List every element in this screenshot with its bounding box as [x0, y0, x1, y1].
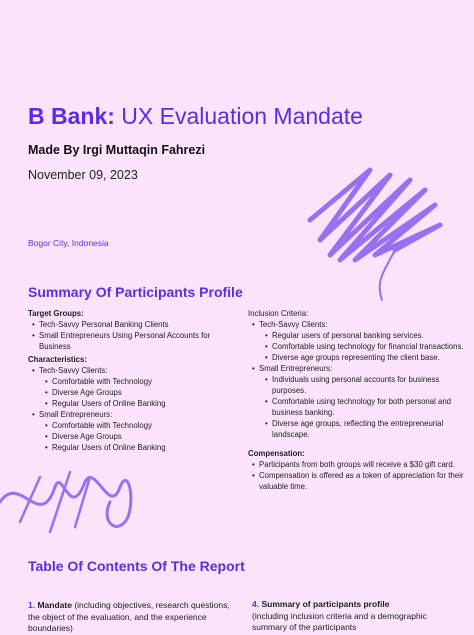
list-item: • Regular Users of Online Banking [52, 398, 238, 409]
toc-item-4: 4. Summary of participants profile (including inclusion criteria and a demographic summary of the participants [252, 599, 427, 632]
list-item: • Diverse age groups representing the client base. [272, 352, 466, 363]
list-item: • Diverse Age Groups [52, 387, 238, 398]
report-date: November 09, 2023 [28, 168, 138, 182]
list-item: • Comfortable using technology for financial transactions. [272, 341, 466, 352]
page-title: B Bank: UX Evaluation Mandate [28, 103, 363, 129]
toc-item-desc: (including inclusion criteria and a demographic summary of the participants [252, 610, 427, 632]
summary-heading: Summary Of Participants Profile [28, 284, 243, 300]
participants-right-column [248, 308, 466, 492]
list-item: • Compensation is offered as a token of appreciation for their valuable time. [259, 470, 466, 492]
list-item: • Participants from both groups will receive a $30 gift card. [259, 459, 466, 470]
list-item: • Regular Users of Online Banking [52, 442, 238, 453]
list-item: • Comfortable using technology for both personal and business banking. [272, 396, 466, 418]
list-item: Small Entrepreneurs: [39, 410, 113, 419]
author-line: Made By Irgi Muttaqin Fahrezi [28, 143, 206, 157]
scribble-decoration-bottom [0, 462, 140, 542]
list-item: • Comfortable with Technology [52, 376, 238, 387]
target-groups-label: Target Groups: [28, 309, 84, 318]
toc-item-1: 1. Mandate (including objectives, research questions, the object of the evaluation, and the experience boundaries) [28, 600, 230, 633]
characteristics-label: Characteristics: [28, 355, 87, 364]
list-item: • Diverse Age Groups [52, 431, 238, 442]
toc-item-title: Mandate [37, 600, 72, 610]
list-item: • Diverse age groups, reflecting the entrepreneurial landscape. [272, 418, 466, 440]
list-item: • Individuals using personal accounts for business purposes. [272, 374, 466, 396]
toc-item-desc: (including objectives, research questions, the object of the evaluation, and the experience boundaries) [28, 600, 230, 633]
scribble-decoration-top [300, 150, 450, 310]
compensation-label: Compensation: [248, 449, 305, 458]
toc-item-title: Summary of participants profile [261, 599, 390, 609]
list-item: Small Entrepreneurs: [259, 364, 333, 373]
list-item: • Tech-Savvy Personal Banking Clients [39, 319, 238, 330]
toc-heading: Table Of Contents Of The Report [28, 558, 245, 574]
list-item: • Comfortable with Technology [52, 420, 238, 431]
inclusion-label: Inclusion Criteria: [248, 309, 309, 318]
location: Bogor City, Indonesia [28, 238, 109, 248]
list-item: Tech-Savvy Clients: [259, 320, 328, 329]
list-item: • Regular users of personal banking services. [272, 330, 466, 341]
list-item: Tech-Savvy Clients: [39, 366, 108, 375]
participants-left-column [28, 308, 238, 453]
list-item: • Small Entrepreneurs Using Personal Accounts for Business [39, 330, 238, 352]
